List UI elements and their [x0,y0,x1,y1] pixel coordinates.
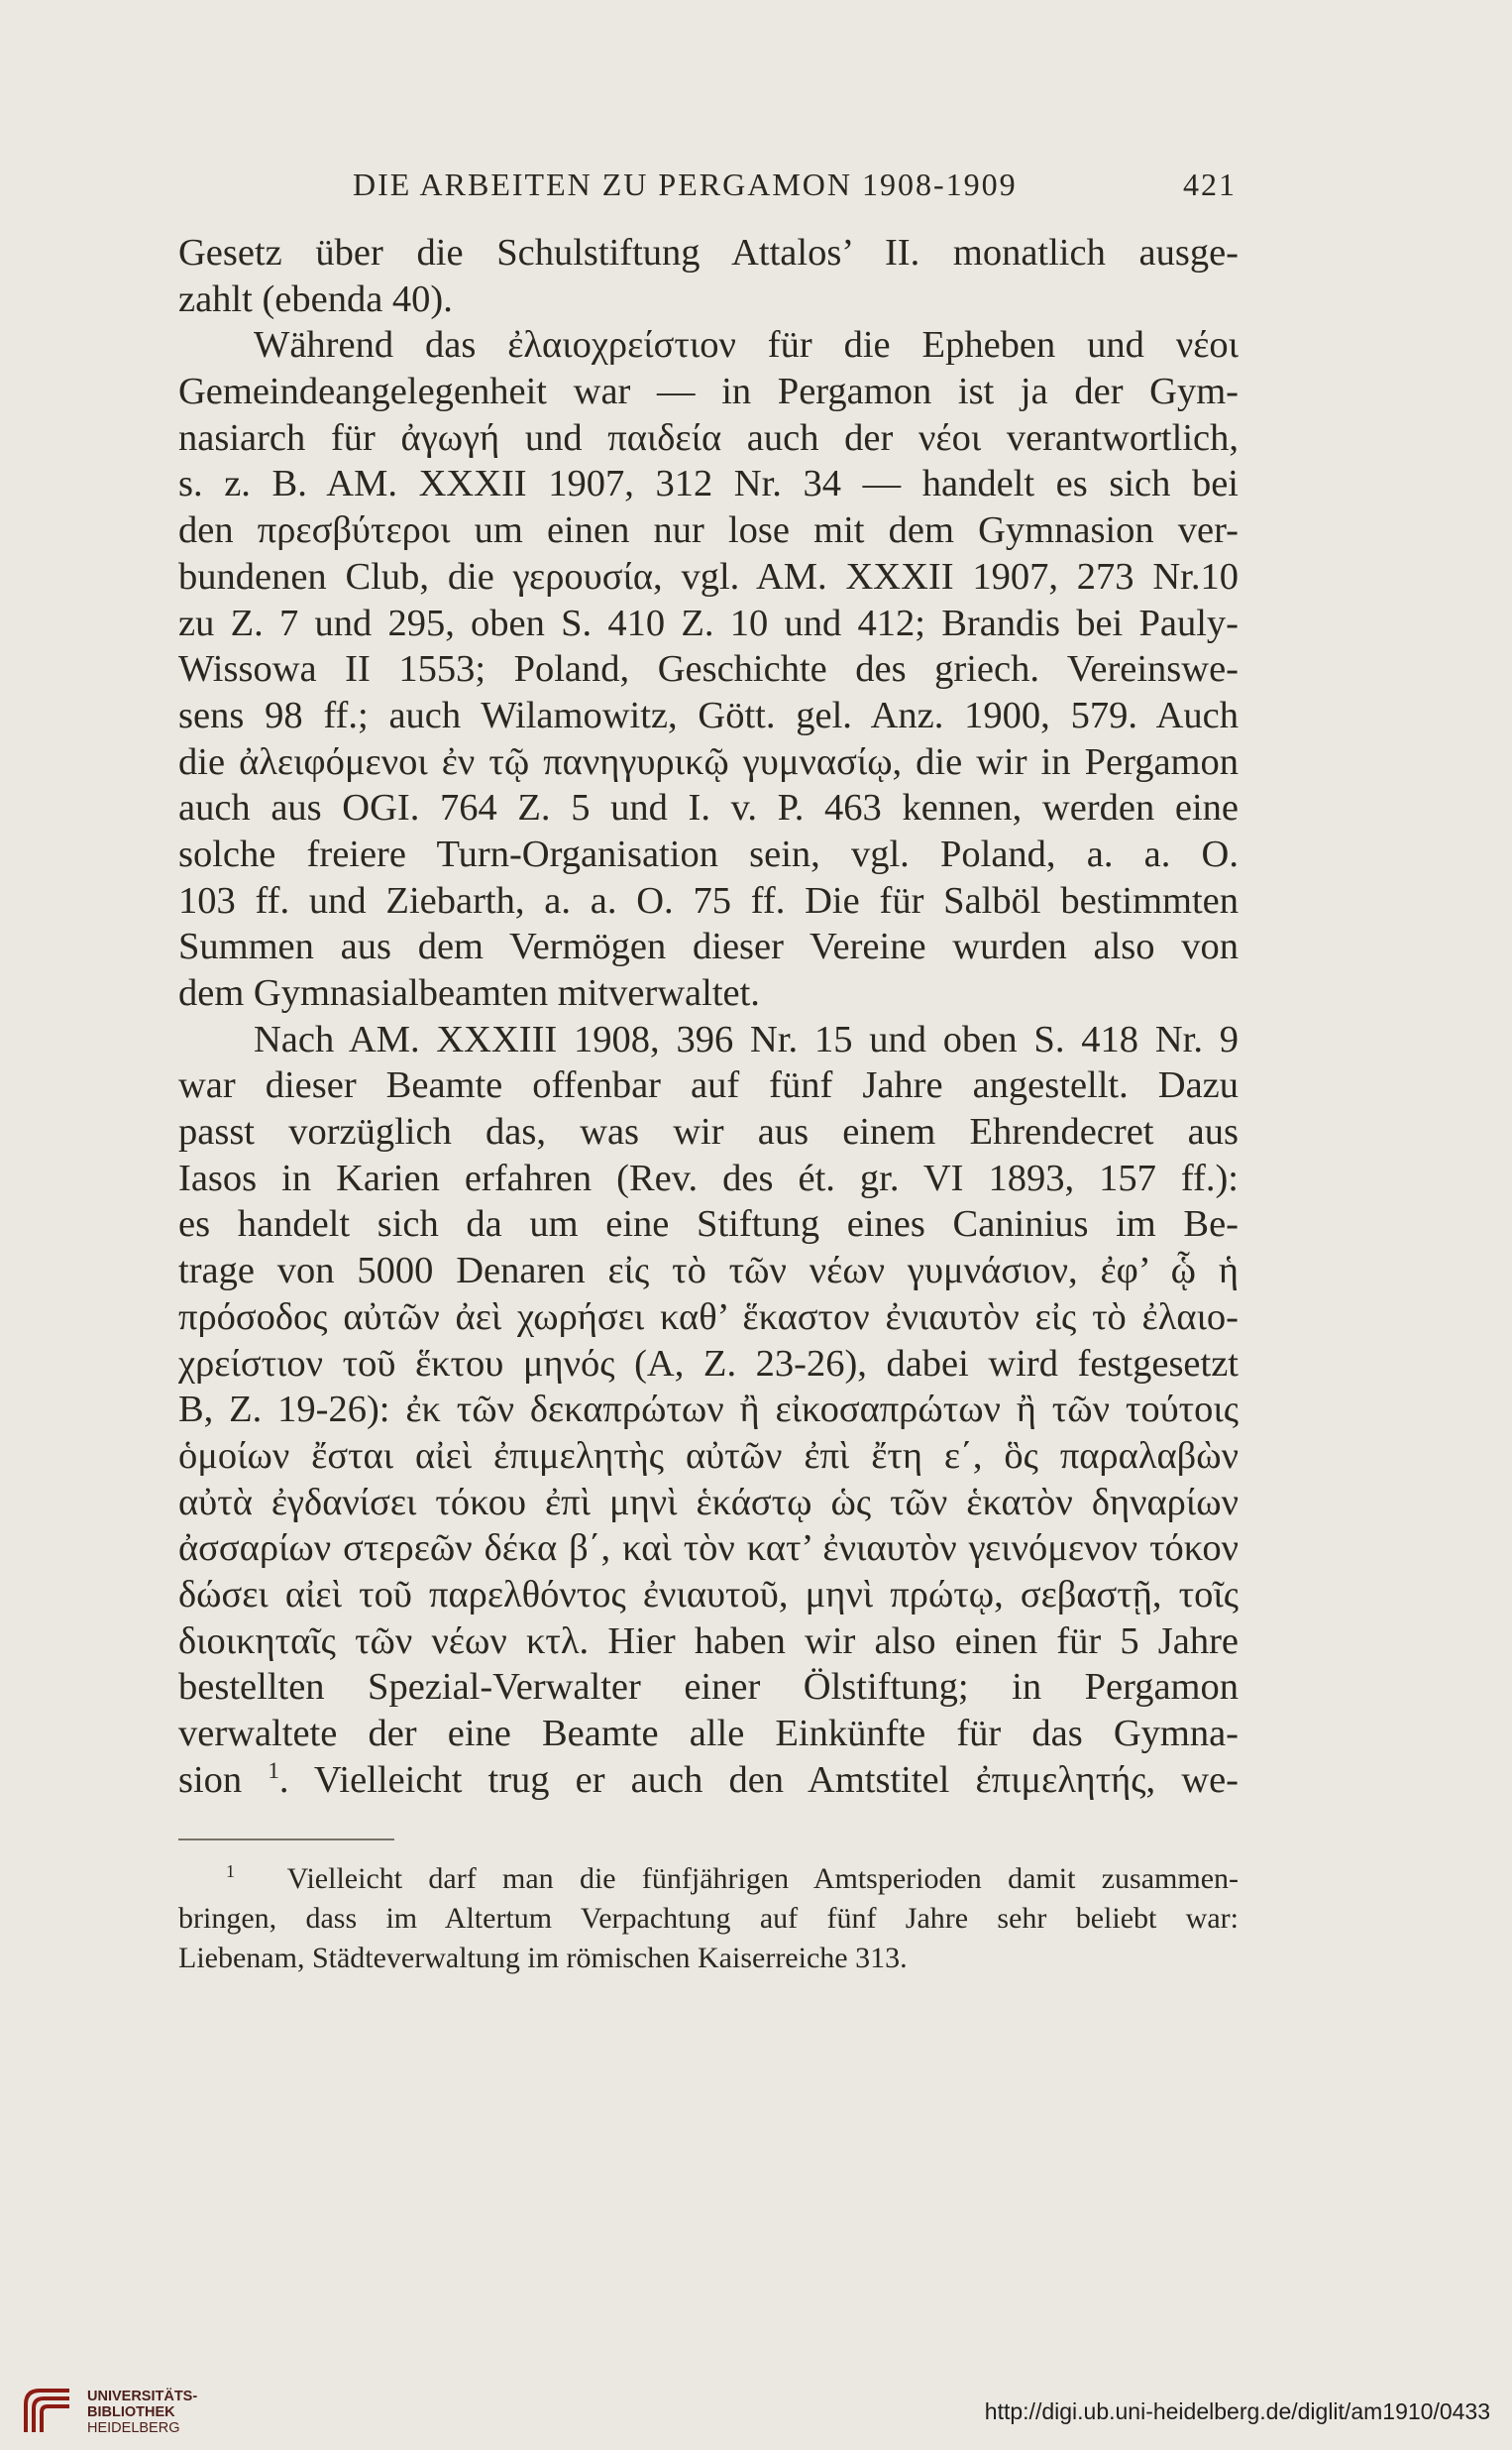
text-line: Gesetz über die Schulstiftung Attalos’ II. monatlich ausge- [178,232,1239,274]
footnote-line: Liebenam, Städteverwaltung im römischen Kaiserreiche 313. [178,1942,908,1974]
body-text [178,230,1239,1803]
library-name-line: HEIDELBERG [87,2420,180,2436]
text-line: den πρεσβύτεροι um einen nur lose mit dem Gymnasion ver- [178,509,1239,552]
text-line: διοικηταῖς τῶν νέων κτλ. Hier haben wir also einen für 5 Jahre [178,1619,1239,1662]
library-name-line: UNIVERSITÄTS- [87,2389,198,2404]
text-line: Nach AM. XXXIII 1908, 396 Nr. 15 und oben S. 418 Nr. 9 [254,1018,1239,1060]
text-line: zahlt (ebenda 40). [178,278,453,320]
text-line: πρόσοδος αὐτῶν ἀεὶ χωρήσει καθ’ ἕκαστον ἐνιαυτὸν εἰς τὸ ἐλαιο- [178,1295,1239,1338]
library-logo[interactable] [20,2383,268,2442]
footnote-text: Vielleicht darf man die fünfjährigen Amtsperioden damit zusammen- [286,1862,1240,1895]
text-line: bestellten Spezial-Verwalter einer Ölstiftung; in Pergamon [178,1666,1239,1709]
text-line: ὁμοίων ἔσται αἰεὶ ἐπιμελητὴς αὐτῶν ἐπὶ ἔτη ε΄, ὃς παραλαβὼν [178,1434,1239,1477]
text-line: B, Z. 19-26): ἐκ τῶν δεκαπρώτων ἢ εἰκοσαπρώτων ἢ τῶν τούτοις [178,1389,1239,1431]
text-line: δώσει αἰεὶ τοῦ παρελθόντος ἐνιαυτοῦ, μηνὶ πρώτῳ, σεβαστῇ, τοῖς [178,1573,1239,1615]
text-line: Gemeindeangelegenheit war — in Pergamon ist ja der Gym- [178,371,1239,413]
running-title: DIE ARBEITEN ZU PERGAMON 1908-1909 [353,167,1018,202]
text-line-with-footnote-ref: sion $^1$. Vielleicht trug er auch den Amtstitel ἐπιμελητής, we- [178,1756,1240,1801]
text-line: αὐτὰ ἐγδανίσει τόκου ἐπὶ μηνὶ ἑκάστῳ ὡς τῶν ἑκατὸν δηναρίων [178,1481,1239,1523]
footnote-marker: 1 [226,1861,235,1881]
text-line: solche freiere Turn-Organisation sein, vgl. Poland, a. a. O. [178,833,1239,875]
footnote-divider [178,1838,394,1840]
source-url-link[interactable]: http://digi.ub.uni-heidelberg.de/diglit/am1910/0433 [984,2398,1490,2424]
text-segment: Vielleicht trug er auch den Amtstitel ἐπιμελητής, we- [313,1758,1240,1801]
library-name [87,2389,197,2436]
footnotes [178,1859,1239,1978]
footnote-line [178,1859,1239,1899]
page-number: 421 [1183,167,1237,202]
text-line: die ἀλειφόμενοι ἐν τῷ πανηγυρικῷ γυμνασίῳ, die wir in Pergamon [178,740,1239,783]
text-line: dem Gymnasialbeamten mitverwaltet. [178,972,760,1014]
text-line: zu Z. 7 und 295, oben S. 410 Z. 10 und 412; Brandis bei Pauly- [178,602,1239,644]
text-line: Während das ἐλαιοχρείστιον für die Epheben und νέοι [254,324,1239,367]
text-line: Wissowa II 1553; Poland, Geschichte des griech. Vereinswe- [178,648,1239,691]
text-line: auch aus OGI. 764 Z. 5 und I. v. P. 463 kennen, werden eine [178,787,1239,830]
footnote-reference[interactable]: 1 [268,1756,279,1783]
text-line: s. z. B. AM. XXXII 1907, 312 Nr. 34 — handelt es sich bei [178,463,1239,505]
text-line: Iasos in Karien erfahren (Rev. des ét. gr. VI 1893, 157 ff.): [178,1157,1239,1199]
text-line: war dieser Beamte offenbar auf fünf Jahre angestellt. Dazu [178,1064,1239,1107]
page-header [353,157,1244,216]
text-line: passt vorzüglich das, was wir aus einem Ehrendecret aus [178,1111,1239,1154]
text-line: es handelt sich da um eine Stiftung eines Caninius im Be- [178,1203,1239,1246]
text-line: trage von 5000 Denaren εἰς τὸ τῶν νέων γυμνάσιον, ἐφ’ ᾧ ἡ [178,1250,1239,1292]
footnote-line: bringen, dass im Altertum Verpachtung auf fünf Jahre sehr beliebt war: [178,1902,1239,1935]
text-line: nasiarch für ἀγωγή und παιδεία auch der νέοι verantwortlich, [178,416,1239,459]
library-logo-icon [20,2383,75,2438]
text-line: verwaltete der eine Beamte alle Einkünfte für das Gymna- [178,1713,1239,1754]
text-segment: sion [178,1758,243,1801]
text-line: sens 98 ff.; auch Wilamowitz, Gött. gel. Anz. 1900, 579. Auch [178,694,1239,736]
text-line: ἀσσαρίων στερεῶν δέκα β΄, καὶ τὸν κατ’ ἐνιαυτὸν γεινόμενον τόκον [178,1527,1239,1570]
text-line: Summen aus dem Vermögen dieser Vereine wurden also von [178,926,1239,968]
text-line: χρείστιον τοῦ ἕκτου μηνός (A, Z. 23-26), dabei wird festgesetzt [178,1342,1239,1385]
text-line: bundenen Club, die γερουσία, vgl. AM. XXXII 1907, 273 Nr.10 [178,555,1239,598]
text-line: 103 ff. und Ziebarth, a. a. O. 75 ff. Die für Salböl bestimmten [178,879,1239,922]
library-name-line: BIBLIOTHEK [87,2404,175,2420]
